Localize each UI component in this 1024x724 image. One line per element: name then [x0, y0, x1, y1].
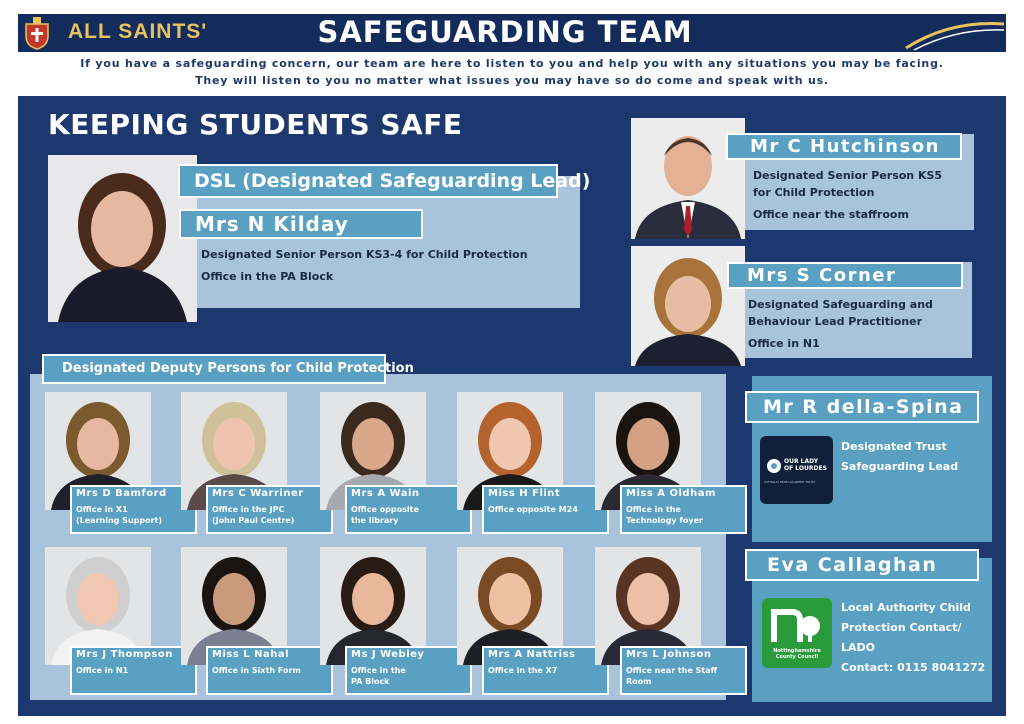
- deputy-name: Mrs C Warriner: [212, 488, 304, 499]
- dsl-name: Mrs N Kilday: [179, 209, 423, 239]
- trust-logo-text-1: OUR LADY: [784, 458, 819, 465]
- swoosh-decoration: [900, 14, 1006, 52]
- corner-name: Mrs S Corner: [727, 262, 963, 289]
- deputy-office-1: Office in the: [626, 505, 681, 514]
- trust-logo-text-2: OF LOURDES: [784, 465, 827, 472]
- deputy-office-2: PA Block: [351, 677, 390, 686]
- hutchinson-text-2: for Child Protection: [753, 186, 875, 199]
- lado-text-4: Contact: 0115 8041272: [841, 661, 986, 674]
- deputy-caption: [482, 646, 609, 695]
- trust-text-2: Safeguarding Lead: [841, 460, 959, 473]
- deputies-title: Designated Deputy Persons for Child Protection: [42, 354, 386, 384]
- trust-name: Mr R della-Spina: [745, 391, 979, 423]
- lado-logo-text-2: County Council: [775, 654, 819, 660]
- deputy-caption: [206, 485, 333, 534]
- deputy-office-1: Office in the: [351, 666, 406, 675]
- lado-logo-text-1: Nottinghamshire: [773, 648, 821, 654]
- deputy-caption: [70, 646, 197, 695]
- dsl-text-2: Office in the PA Block: [201, 270, 334, 283]
- intro-line-2: They will listen to you no matter what issues you may have so do come and speak with us.: [195, 74, 829, 87]
- school-name: ALL SAINTS': [68, 20, 208, 43]
- deputy-name: Ms J Webley: [351, 649, 425, 660]
- deputy-office-1: Office near the Staff: [626, 666, 718, 675]
- lado-text-3: LADO: [841, 641, 876, 654]
- corner-text-1: Designated Safeguarding and: [748, 298, 933, 311]
- deputy-name: Miss A Oldham: [626, 488, 716, 499]
- deputy-office-1: Office opposite: [351, 505, 419, 514]
- nottinghamshire-logo: [762, 598, 832, 668]
- lado-name: Eva Callaghan: [745, 549, 979, 581]
- hutchinson-text-1: Designated Senior Person KS5: [753, 169, 943, 182]
- lado-text-2: Protection Contact/: [841, 621, 962, 634]
- corner-text-3: Office in N1: [748, 337, 820, 350]
- section-heading: KEEPING STUDENTS SAFE: [48, 108, 463, 141]
- intro-line-1: If you have a safeguarding concern, our team are here to listen to you and help you with any situations you may be facing.: [80, 57, 944, 70]
- deputy-office-2: the library: [351, 516, 399, 525]
- our-lady-of-lourdes-logo: [760, 436, 833, 504]
- deputy-name: Mrs A Nattriss: [488, 649, 576, 660]
- deputy-name: Miss H Flint: [488, 488, 561, 499]
- deputy-name: Mrs L Johnson: [626, 649, 712, 660]
- deputy-caption: [620, 485, 747, 534]
- deputy-caption: [345, 646, 472, 695]
- deputy-office-2: (John Paul Centre): [212, 516, 295, 525]
- deputy-office-1: Office in X1: [76, 505, 128, 514]
- corner-text-2: Behaviour Lead Practitioner: [748, 315, 923, 328]
- deputy-office-2: Technology foyer: [626, 516, 703, 525]
- deputy-office-1: Office in the JPC: [212, 505, 285, 514]
- dsl-photo: [48, 155, 197, 322]
- lado-text-1: Local Authority Child: [841, 601, 971, 614]
- deputy-caption: [206, 646, 333, 695]
- trust-logo-text-3: CATHOLIC MULTI-ACADEMY TRUST: [764, 480, 816, 484]
- hutchinson-name: Mr C Hutchinson: [726, 133, 962, 160]
- deputy-office-1: Office opposite M24: [488, 505, 578, 514]
- deputy-caption: [620, 646, 747, 695]
- deputy-caption: [70, 485, 197, 534]
- deputy-name: Mrs J Thompson: [76, 649, 173, 660]
- hutchinson-text-3: Office near the staffroom: [753, 208, 909, 221]
- deputy-office-1: Office in N1: [76, 666, 129, 675]
- deputy-name: Mrs D Bamford: [76, 488, 167, 499]
- trust-text-1: Designated Trust: [841, 440, 947, 453]
- deputy-office-2: (Learning Support): [76, 516, 162, 525]
- deputy-caption: [482, 485, 609, 534]
- dsl-role-title: DSL (Designated Safeguarding Lead): [178, 164, 558, 198]
- deputy-name: Miss L Nahal: [212, 649, 290, 660]
- deputy-office-2: Room: [626, 677, 652, 686]
- deputy-caption: [345, 485, 472, 534]
- deputy-office-1: Office in the X7: [488, 666, 558, 675]
- deputy-office-1: Office in Sixth Form: [212, 666, 301, 675]
- deputy-name: Mrs A Wain: [351, 488, 420, 499]
- dsl-text-1: Designated Senior Person KS3-4 for Child Protection: [201, 248, 528, 261]
- page-title: SAFEGUARDING TEAM: [317, 15, 693, 49]
